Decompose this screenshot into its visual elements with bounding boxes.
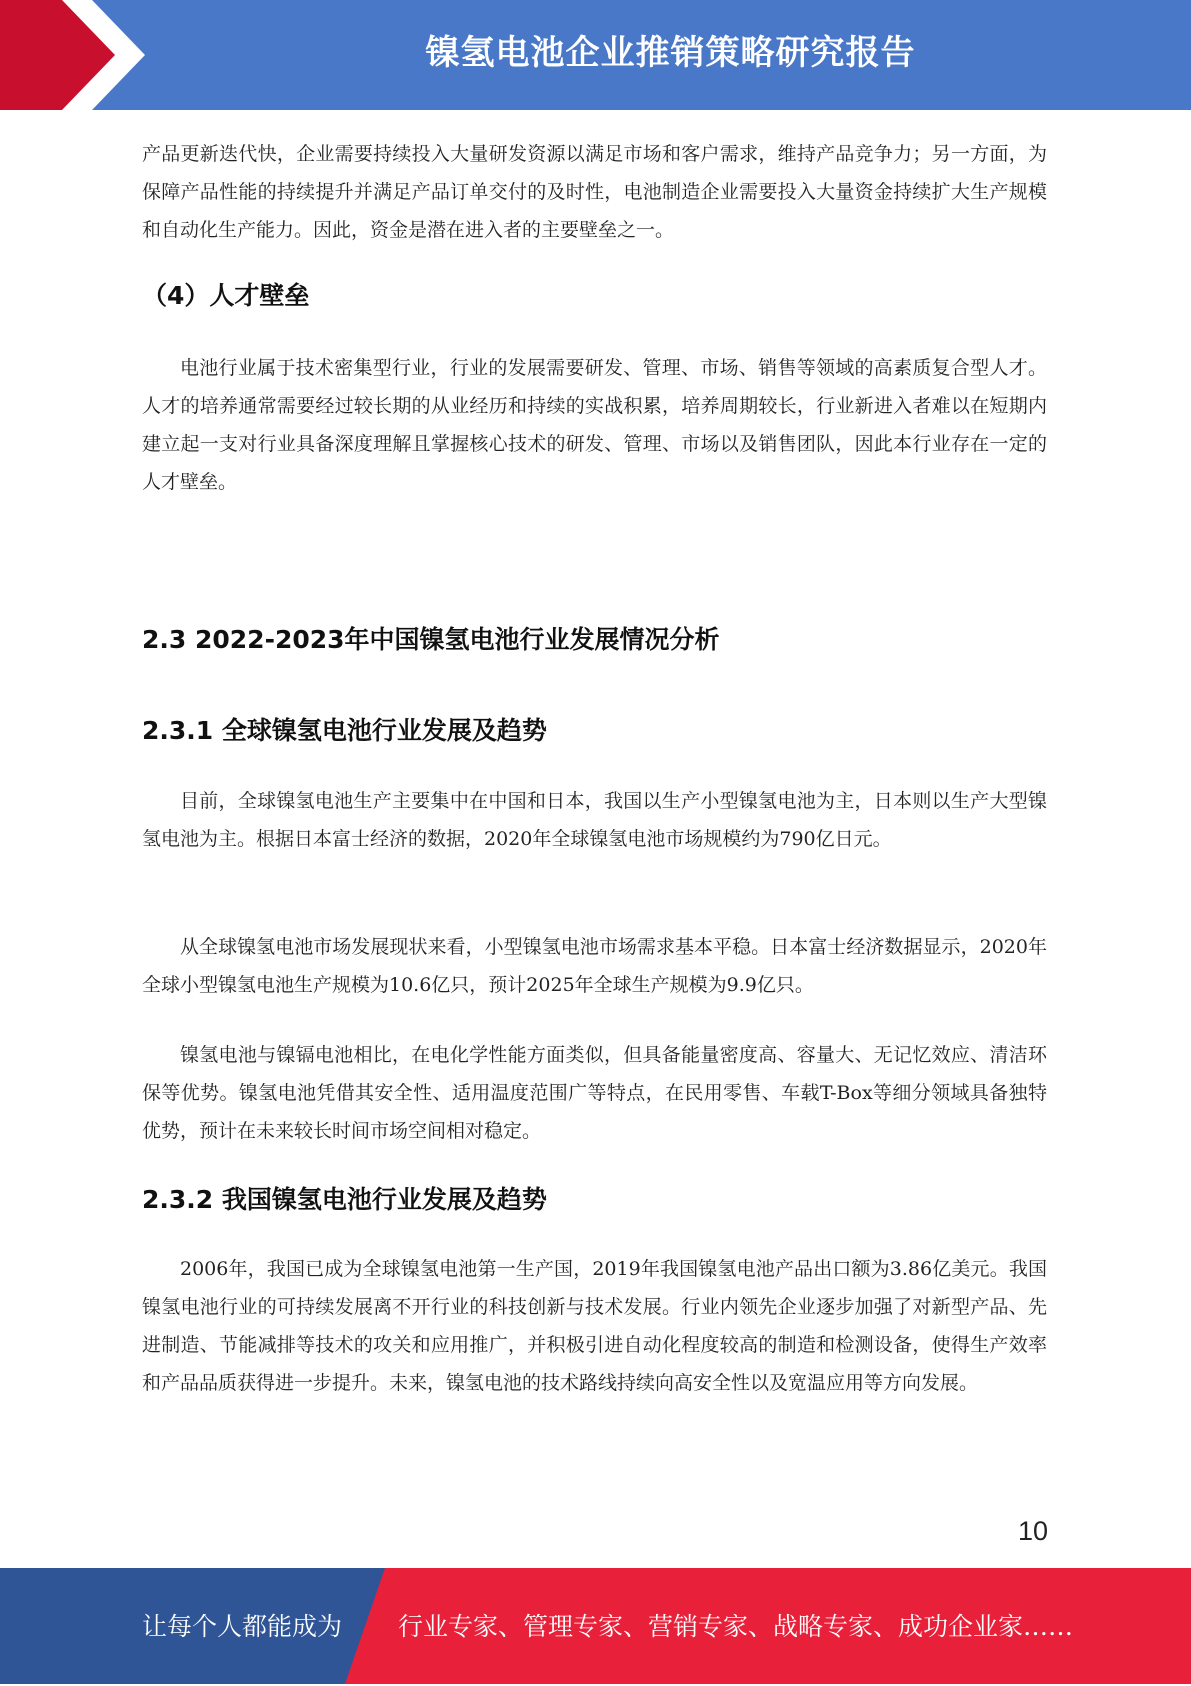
heading-section-2-3: 2.3 2022-2023年中国镍氢电池行业发展情况分析 (142, 625, 720, 654)
footer-slogan-right: 行业专家、管理专家、营销专家、战略专家、成功企业家…… (398, 1612, 1074, 1641)
page-number: 10 (1017, 1516, 1048, 1546)
footer-slogan-left: 让每个人都能成为 (142, 1612, 343, 1641)
paragraph-global-production: 目前，全球镍氢电池生产主要集中在中国和日本，我国以生产小型镍氢电池为主，日本则以生产大型镍氢电池为主。根据日本富士经济的数据，2020年全球镍氢电池市场规模约为790亿日元。 (142, 790, 1047, 850)
paragraph-nimh-advantages: 镍氢电池与镍镉电池相比，在电化学性能方面类似，但具备能量密度高、容量大、无记忆效应、清洁环保等优势。镍氢电池凭借其安全性、适用温度范围广等特点，在民用零售、车载T-Box等细分领域具备独特优势，预计在未来较长时间市场空间相对稳定。 (142, 1044, 1047, 1142)
paragraph-capital-barrier: 产品更新迭代快，企业需要持续投入大量研发资源以满足市场和客户需求，维持产品竞争力；另一方面，为保障产品性能的持续提升并满足产品订单交付的及时性，电池制造企业需要投入大量资金持续扩大生产规模和自动化生产能力。因此，资金是潜在进入者的主要壁垒之一。 (142, 143, 1047, 241)
heading-talent-barrier: （4）人才壁垒 (142, 281, 310, 310)
paragraph-global-market: 从全球镍氢电池市场发展现状来看，小型镍氢电池市场需求基本平稳。日本富士经济数据显示，2020年全球小型镍氢电池生产规模为10.6亿只，预计2025年全球生产规模为9.9亿只。 (142, 936, 1047, 996)
paragraph-china-development: 2006年，我国已成为全球镍氢电池第一生产国，2019年我国镍氢电池产品出口额为3.86亿美元。我国镍氢电池行业的可持续发展离不开行业的科技创新与技术发展。行业内领先企业逐步加强了对新型产品、先进制造、节能减排等技术的攻关和应用推广，并积极引进自动化程度较高的制造和检测设备，使得生产效率和产品品质获得进一步提升。未来，镍氢电池的技术路线持续向高安全性以及宽温应用等方向发展。 (142, 1258, 1047, 1394)
page-header (0, 0, 1191, 110)
paragraph-talent-barrier: 电池行业属于技术密集型行业，行业的发展需要研发、管理、市场、销售等领域的高素质复合型人才。人才的培养通常需要经过较长期的从业经历和持续的实战积累，培养周期较长，行业新进入者难以在短期内建立起一支对行业具备深度理解且掌握核心技术的研发、管理、市场以及销售团队，因此本行业存在一定的人才壁垒。 (142, 357, 1047, 493)
report-title: 镍氢电池企业推销策略研究报告 (425, 33, 916, 73)
page-footer (0, 1568, 1191, 1684)
heading-section-2-3-2: 2.3.2 我国镍氢电池行业发展及趋势 (142, 1185, 547, 1214)
header-arrow-decoration (0, 0, 160, 110)
heading-section-2-3-1: 2.3.1 全球镍氢电池行业发展及趋势 (142, 716, 547, 745)
